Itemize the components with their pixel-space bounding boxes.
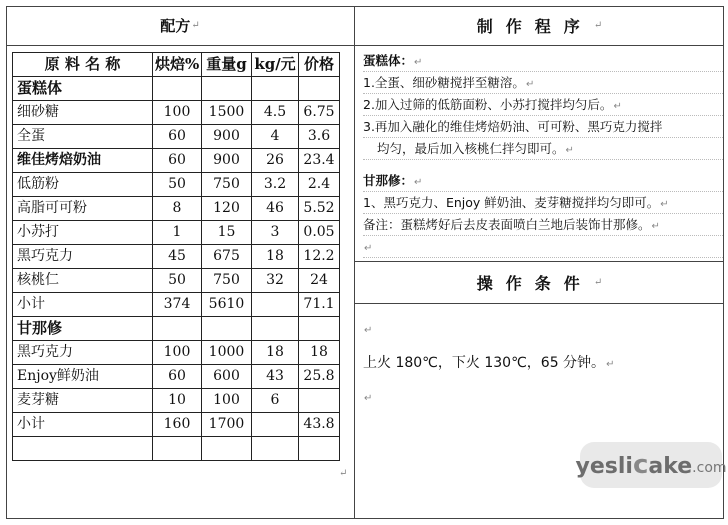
ingredient-name: 黑巧克力 <box>13 245 153 269</box>
weight-cell: 15 <box>202 221 252 245</box>
price-cell: 6.75 <box>299 101 340 125</box>
procedure-steps <box>363 50 723 258</box>
weight-cell: 100 <box>202 389 252 413</box>
conditions-text: 上火 180℃，下火 130℃，65 分钟。↵ <box>363 355 615 371</box>
cake-step-3-cont: 均匀，最后加入核桃仁拌匀即可。↵ <box>363 138 723 160</box>
weight-cell: 5610 <box>202 293 252 317</box>
price-cell <box>299 389 340 413</box>
ingredient-name: Enjoy鲜奶油 <box>13 365 153 389</box>
weight-cell: 675 <box>202 245 252 269</box>
baker-percent-cell: 100 <box>153 341 202 365</box>
header-divider <box>6 45 724 46</box>
unit-price-cell: 3 <box>252 221 299 245</box>
ingredient-name: 细砂糖 <box>13 101 153 125</box>
baker-percent-cell: 50 <box>153 269 202 293</box>
table-row <box>13 413 340 437</box>
weight-cell <box>202 317 252 341</box>
price-cell <box>299 437 340 461</box>
price-cell: 43.8 <box>299 413 340 437</box>
price-cell <box>299 77 340 101</box>
recipe-header <box>6 6 354 45</box>
weight-cell: 120 <box>202 197 252 221</box>
conditions-header <box>355 262 724 303</box>
baker-percent-cell: 50 <box>153 173 202 197</box>
baker-percent-cell <box>153 77 202 101</box>
table-row <box>13 245 340 269</box>
table-row <box>13 221 340 245</box>
cake-step-1: 1.全蛋、细砂糖搅拌至糖溶。↵ <box>363 72 723 94</box>
weight-cell: 750 <box>202 173 252 197</box>
unit-price-cell <box>252 413 299 437</box>
table-row <box>13 197 340 221</box>
empty-line: ↵ <box>364 325 373 336</box>
ingredient-table <box>12 52 340 461</box>
weight-cell <box>202 77 252 101</box>
cake-step-2: 2.加入过筛的低筋面粉、小苏打搅拌均匀后。↵ <box>363 94 723 116</box>
paragraph-mark: ↵ <box>593 277 603 288</box>
procedure-title: 制作程序 <box>476 17 593 36</box>
price-cell: 0.05 <box>299 221 340 245</box>
empty-line: ↵ <box>363 236 723 258</box>
unit-price-cell <box>252 293 299 317</box>
watermark-text: yeslicake <box>575 450 693 480</box>
cake-section-title: 蛋糕体：↵ <box>363 50 723 72</box>
price-cell: 3.6 <box>299 125 340 149</box>
ingredient-name: 全蛋 <box>13 125 153 149</box>
weight-cell <box>202 437 252 461</box>
ingredient-name: 维佳烤焙奶油 <box>13 149 153 173</box>
table-row <box>13 365 340 389</box>
unit-price-cell: 6 <box>252 389 299 413</box>
ganache-section-title: 甘那修：↵ <box>363 170 723 192</box>
unit-price-cell: 3.2 <box>252 173 299 197</box>
empty-line: ↵ <box>364 393 373 404</box>
ingredient-name: 核桃仁 <box>13 269 153 293</box>
ingredient-name: 小计 <box>13 413 153 437</box>
cake-step-3: 3.再加入融化的维佳烤焙奶油、可可粉、黑巧克力搅拌 <box>363 116 723 138</box>
watermark-tld: .com <box>692 460 727 476</box>
paragraph-mark: ↵ <box>191 20 200 31</box>
ingredient-name: 麦芽糖 <box>13 389 153 413</box>
ingredient-name: 低筋粉 <box>13 173 153 197</box>
baker-percent-cell: 1 <box>153 221 202 245</box>
baker-percent-cell: 60 <box>153 149 202 173</box>
weight-cell: 1000 <box>202 341 252 365</box>
unit-price-cell: 4 <box>252 125 299 149</box>
price-cell: 25.8 <box>299 365 340 389</box>
weight-cell: 900 <box>202 149 252 173</box>
unit-price-cell: 26 <box>252 149 299 173</box>
table-row <box>13 437 340 461</box>
weight-cell: 600 <box>202 365 252 389</box>
table-row <box>13 149 340 173</box>
price-cell: 12.2 <box>299 245 340 269</box>
price-cell: 24 <box>299 269 340 293</box>
weight-cell: 1500 <box>202 101 252 125</box>
unit-price-cell <box>252 437 299 461</box>
col-header-unit-price: kg/元 <box>252 53 299 77</box>
price-cell: 18 <box>299 341 340 365</box>
unit-price-cell: 18 <box>252 341 299 365</box>
table-header-row <box>13 53 340 77</box>
baker-percent-cell: 60 <box>153 125 202 149</box>
recipe-title: 配方 <box>160 17 191 35</box>
ingredient-name: 黑巧克力 <box>13 341 153 365</box>
baker-percent-cell <box>153 437 202 461</box>
table-row <box>13 389 340 413</box>
ingredient-name: 甘那修 <box>13 317 153 341</box>
cell-end-mark: ↵ <box>339 468 348 479</box>
table-section-row <box>13 317 340 341</box>
unit-price-cell: 46 <box>252 197 299 221</box>
procedure-note: 备注：蛋糕烤好后去皮表面喷白兰地后装饰甘那修。↵ <box>363 214 723 236</box>
table-row <box>13 269 340 293</box>
ingredient-name: 小苏打 <box>13 221 153 245</box>
price-cell <box>299 317 340 341</box>
unit-price-cell: 32 <box>252 269 299 293</box>
ingredient-name: 高脂可可粉 <box>13 197 153 221</box>
unit-price-cell: 43 <box>252 365 299 389</box>
col-header-name: 原 料 名 称 <box>13 53 153 77</box>
unit-price-cell <box>252 77 299 101</box>
baker-percent-cell: 60 <box>153 365 202 389</box>
table-row <box>13 293 340 317</box>
baker-percent-cell: 100 <box>153 101 202 125</box>
table-row <box>13 173 340 197</box>
ingredient-name <box>13 437 153 461</box>
conditions-title: 操作条件 <box>476 274 593 293</box>
col-header-price: 价格 <box>299 53 340 77</box>
baker-percent-cell: 8 <box>153 197 202 221</box>
price-cell: 2.4 <box>299 173 340 197</box>
paragraph-mark: ↵ <box>593 20 603 31</box>
col-header-baker-percent: 烘焙% <box>153 53 202 77</box>
site-watermark <box>575 442 727 488</box>
ganache-step-1: 1、黑巧克力、Enjoy 鲜奶油、麦芽糖搅拌均匀即可。↵ <box>363 192 723 214</box>
table-section-row <box>13 77 340 101</box>
table-row <box>13 101 340 125</box>
procedure-header <box>355 6 724 45</box>
unit-price-cell <box>252 317 299 341</box>
ingredient-name: 蛋糕体 <box>13 77 153 101</box>
table-row <box>13 341 340 365</box>
unit-price-cell: 18 <box>252 245 299 269</box>
table-row <box>13 125 340 149</box>
weight-cell: 750 <box>202 269 252 293</box>
price-cell: 5.52 <box>299 197 340 221</box>
price-cell: 71.1 <box>299 293 340 317</box>
ops-divider-bottom <box>354 303 724 304</box>
baker-percent-cell: 160 <box>153 413 202 437</box>
baker-percent-cell <box>153 317 202 341</box>
unit-price-cell: 4.5 <box>252 101 299 125</box>
weight-cell: 1700 <box>202 413 252 437</box>
ingredient-name: 小计 <box>13 293 153 317</box>
baking-conditions <box>363 318 721 408</box>
weight-cell: 900 <box>202 125 252 149</box>
baker-percent-cell: 10 <box>153 389 202 413</box>
baker-percent-cell: 374 <box>153 293 202 317</box>
price-cell: 23.4 <box>299 149 340 173</box>
baker-percent-cell: 45 <box>153 245 202 269</box>
col-header-weight: 重量g <box>202 53 252 77</box>
